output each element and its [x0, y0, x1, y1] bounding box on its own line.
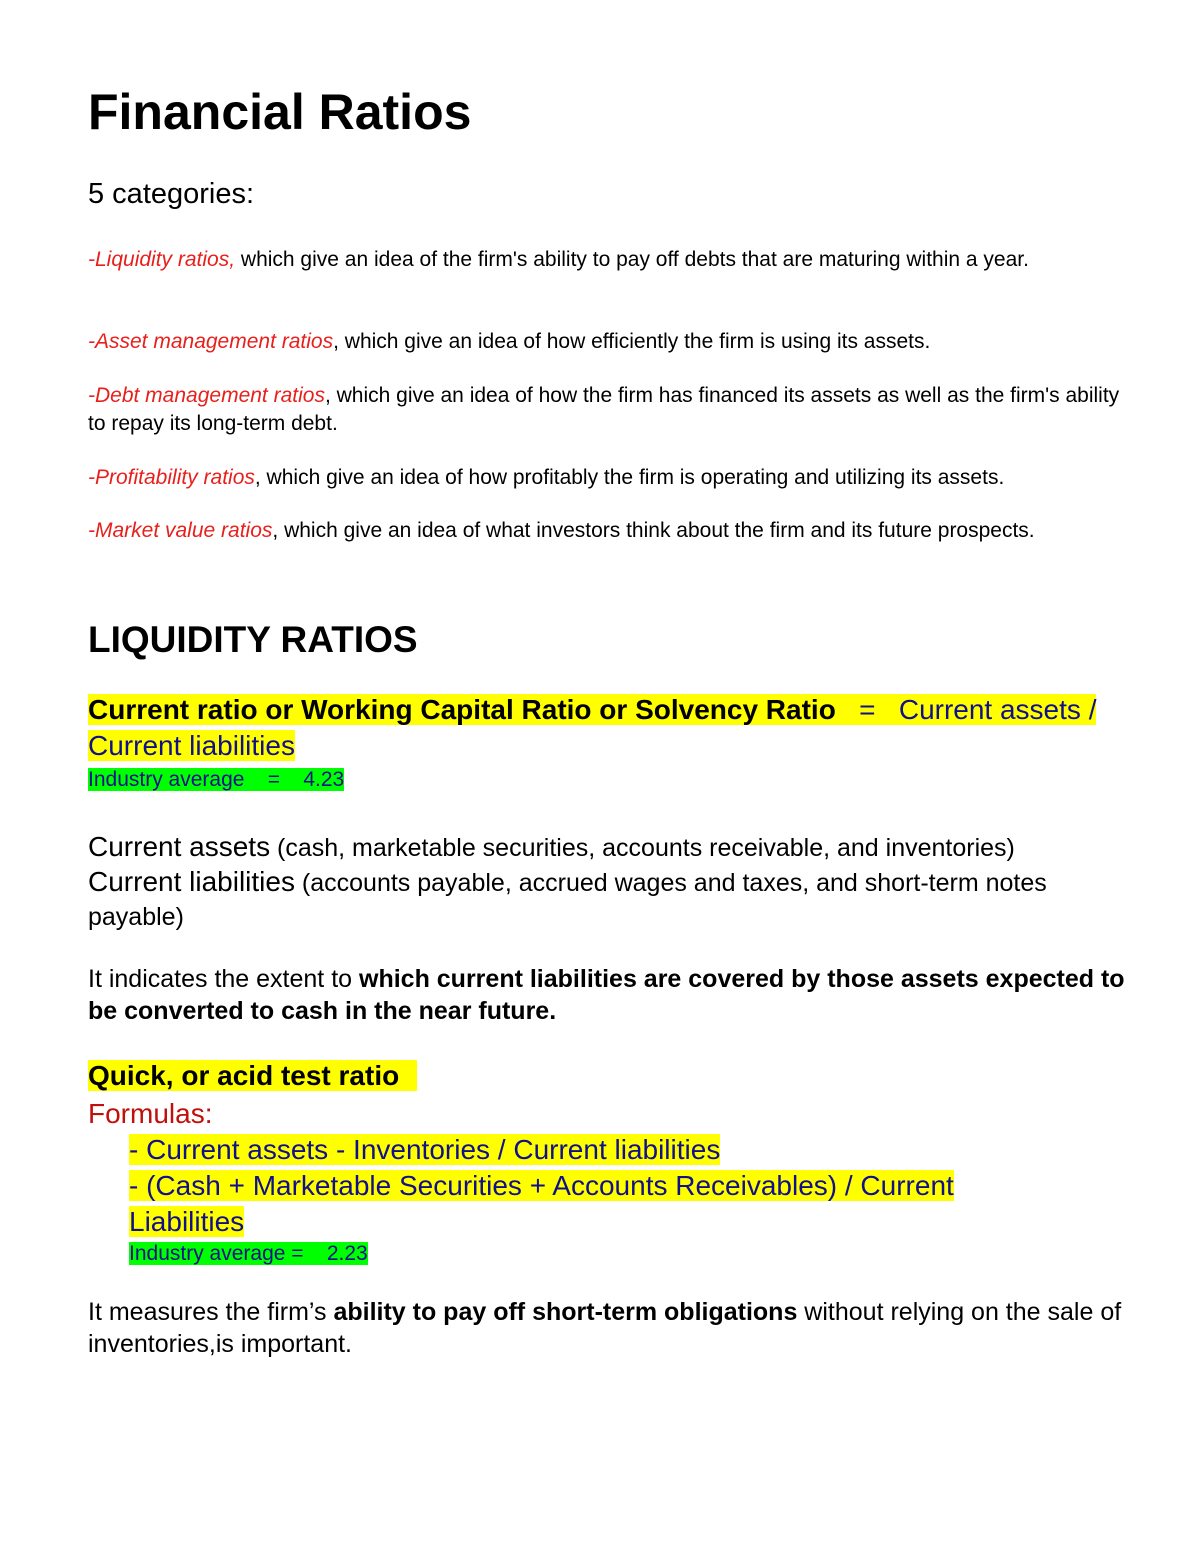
- current-liabilities-term: Current liabilities: [88, 866, 295, 897]
- explanation-lead: It indicates the extent to: [88, 965, 359, 993]
- quick-ratio-formula-2: [129, 1168, 1059, 1240]
- categories-heading: 5 categories:: [88, 178, 255, 210]
- current-ratio-definition: [88, 692, 1128, 764]
- current-liabilities-desc: (accounts payable, accrued wages and taxes, and short-term notes payable): [88, 869, 1047, 931]
- quick-ratio-heading: [88, 1058, 417, 1094]
- current-assets-desc: (cash, marketable securities, accounts receivable, and inventories): [270, 834, 1015, 862]
- category-term: -Market value ratios: [88, 519, 273, 542]
- formula-text: - Current assets - Inventories / Current liabilities: [129, 1134, 721, 1165]
- page-title: Financial Ratios: [88, 84, 472, 140]
- category-item-liquidity: [88, 246, 1128, 274]
- current-assets-line: [88, 830, 1128, 865]
- quick-ratio-industry-average: [129, 1240, 368, 1268]
- category-term: -Profitability ratios: [88, 466, 255, 489]
- industry-average-value: Industry average = 4.23: [88, 768, 345, 791]
- category-desc: , which give an idea of how the firm has financed its assets as well as the firm's ability to repay its long-term debt.: [88, 384, 1120, 435]
- explanation-bold: which current liabilities are covered by those assets expected to be converted to cash in the near future.: [88, 965, 1125, 1025]
- category-item-profitability: [88, 464, 1128, 492]
- explanation-tail: without relying on the sale of inventories,is important.: [88, 1298, 1122, 1358]
- category-desc: , which give an idea of how efficiently the firm is using its assets.: [333, 330, 931, 353]
- current-liabilities-line: [88, 865, 1128, 934]
- formula-text: - (Cash + Marketable Securities + Accounts Receivables) / Current Liabilities: [129, 1170, 954, 1237]
- category-desc: , which give an idea of how profitably the firm is operating and utilizing its assets.: [254, 466, 1005, 489]
- current-ratio-name: Current ratio or Working Capital Ratio or Solvency Ratio: [88, 694, 836, 725]
- explanation-bold: ability to pay off short-term obligations: [333, 1298, 798, 1326]
- category-item-debt-management: [88, 382, 1128, 438]
- industry-average-value: Industry average = 2.23: [129, 1242, 368, 1265]
- category-item-market-value: [88, 517, 1128, 545]
- category-desc: which give an idea of the firm's ability to pay off debts that are maturing within a year.: [235, 248, 1029, 271]
- category-term: -Asset management ratios: [88, 330, 334, 353]
- category-desc: , which give an idea of what investors think about the firm and its future prospects.: [272, 519, 1035, 542]
- current-assets-term: Current assets: [88, 831, 271, 862]
- explanation-lead: It measures the firm’s: [88, 1298, 334, 1326]
- quick-ratio-explanation: [88, 1296, 1128, 1360]
- formulas-label: Formulas:: [88, 1098, 213, 1129]
- current-ratio-industry-average: [88, 766, 344, 794]
- category-item-asset-management: [88, 328, 1128, 356]
- section-heading-liquidity: LIQUIDITY RATIOS: [88, 619, 418, 660]
- quick-ratio-formula-1: [129, 1132, 1059, 1168]
- current-ratio-equals: =: [835, 694, 899, 725]
- category-term: -Liquidity ratios,: [88, 248, 236, 271]
- current-ratio-explanation: [88, 963, 1128, 1027]
- current-ratio-formula: Current assets / Current liabilities: [88, 694, 1097, 761]
- category-term: -Debt management ratios: [88, 384, 325, 407]
- quick-ratio-name: Quick, or acid test ratio: [88, 1060, 417, 1091]
- current-items-definitions: [88, 830, 1128, 934]
